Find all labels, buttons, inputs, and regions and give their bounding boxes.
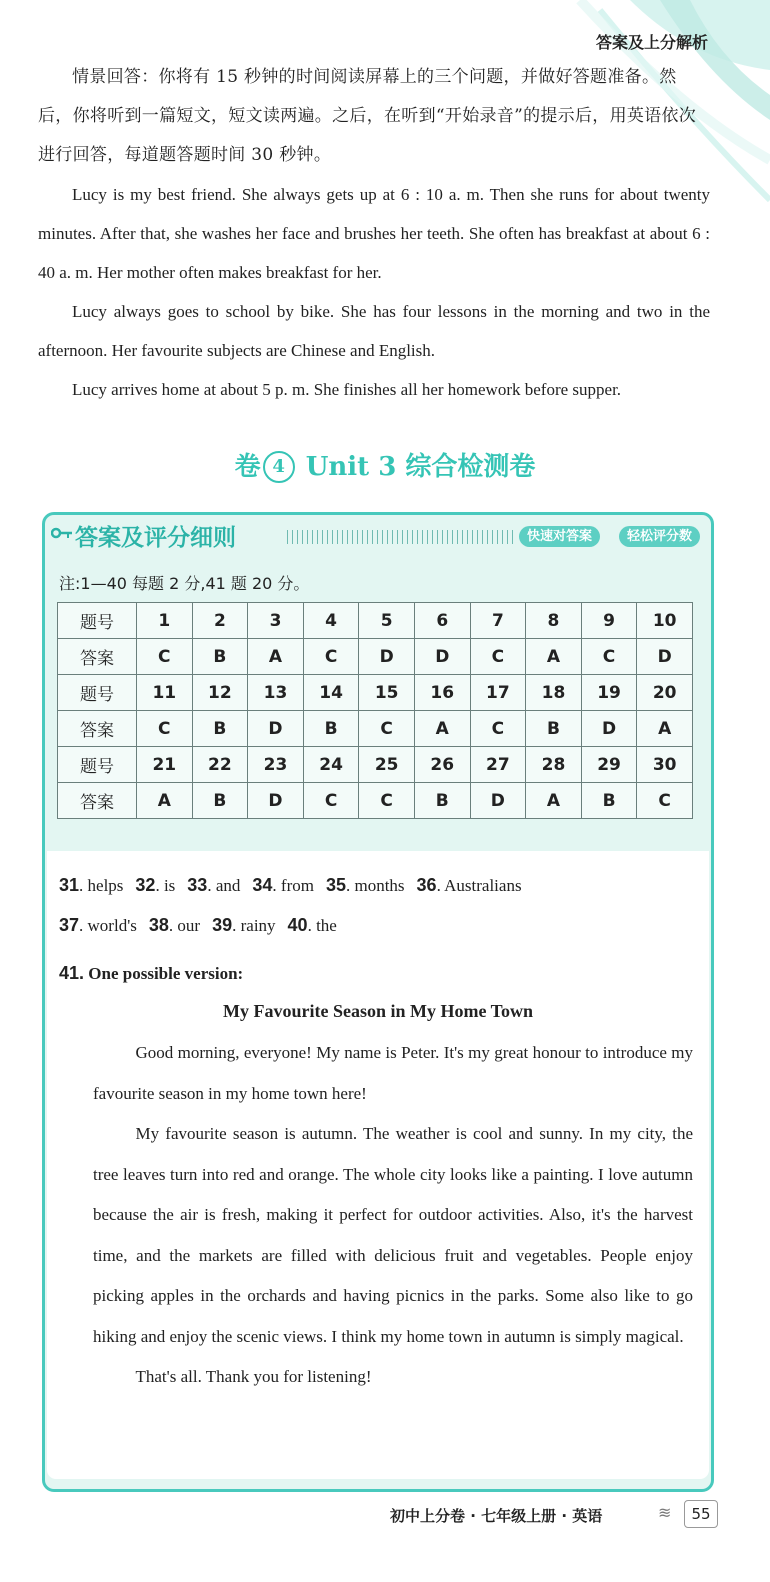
question-number-cell: 22 (192, 747, 248, 783)
question-number-cell: 15 (359, 675, 415, 711)
fill-answer (212, 916, 275, 935)
question-number-cell: 14 (303, 675, 359, 711)
question-number: 33 (187, 875, 208, 895)
answer-cell: B (526, 711, 582, 747)
answer-cell: A (414, 711, 470, 747)
question-number-row (58, 675, 693, 711)
question-number-cell: 20 (637, 675, 693, 711)
section-title (0, 446, 770, 483)
answer-cell: D (414, 639, 470, 675)
row-label: 答案 (58, 711, 137, 747)
fill-answer (187, 876, 240, 895)
question-number: 37 (59, 915, 80, 935)
question-number-cell: 3 (248, 603, 304, 639)
answer-row (58, 639, 693, 675)
fill-answers-row (59, 875, 534, 896)
fill-answer (252, 876, 314, 895)
wave-icon: ≋ (658, 1503, 672, 1522)
essay-title: My Favourite Season in My Home Town (222, 1001, 533, 1021)
answer-box (42, 512, 714, 1492)
answer-word: . and (207, 876, 241, 895)
essay-paragraph: My favourite season is autumn. The weather is cool and sunny. In my city, the tree leaves turn into red and orange. The whole city looks like a painting. I love autumn because the air is fresh, making it perfect for outdoor activities. Also, it's the harvest time, and the markets are filled with delicious fruit and vegetables. People enjoy picking apples in the orchards and having picnics in the parks. Some also like to go hiking and enjoy the scenic views. I think my home town in autumn is simply magical. (93, 1124, 693, 1346)
question-number-cell: 2 (192, 603, 248, 639)
question-number-cell: 25 (359, 747, 415, 783)
question-number-cell: 4 (303, 603, 359, 639)
answer-word: . our (168, 916, 201, 935)
tick-divider (287, 530, 515, 544)
question-number-cell: 7 (470, 603, 526, 639)
scoring-note: 注:1—40 每题 2 分,41 题 20 分。 (59, 574, 310, 593)
essay-paragraph: That's all. Thank you for listening! (135, 1367, 372, 1386)
answer-cell: C (303, 783, 359, 819)
answer-cell: D (248, 711, 304, 747)
question-number: 35 (325, 875, 346, 895)
answer-cell: C (359, 711, 415, 747)
answer-cell: B (192, 711, 248, 747)
answer-cell: C (359, 783, 415, 819)
question-number-cell: 28 (526, 747, 582, 783)
answer-cell: B (581, 783, 637, 819)
question-number-cell: 8 (526, 603, 582, 639)
question-number-cell: 30 (637, 747, 693, 783)
fill-answer (288, 916, 337, 935)
row-label: 题号 (58, 675, 137, 711)
script-paragraph: Lucy always goes to school by bike. She has four lessons in the morning and two in the afternoon. Her favourite subjects are Chinese and English. (38, 302, 710, 360)
answer-cell: A (248, 639, 304, 675)
question-number-row (58, 603, 693, 639)
essay-body (93, 1033, 693, 1398)
answer-cell: A (637, 711, 693, 747)
answer-cell: B (414, 783, 470, 819)
answer-cell: A (526, 639, 582, 675)
row-label: 题号 (58, 747, 137, 783)
listening-script (38, 58, 710, 409)
question-number-cell: 13 (248, 675, 304, 711)
question-number-cell: 18 (526, 675, 582, 711)
easy-score-tag: 轻松评分数 (619, 526, 700, 547)
answer-cell: C (581, 639, 637, 675)
answer-cell: B (192, 783, 248, 819)
question-number: 40 (287, 915, 308, 935)
answer-cell: C (637, 783, 693, 819)
answer-word: . is (155, 876, 176, 895)
answer-cell: D (359, 639, 415, 675)
answer-cell: D (637, 639, 693, 675)
fill-answer (326, 876, 405, 895)
question-number: 38 (148, 915, 169, 935)
answer-word: . from (272, 876, 314, 895)
answer-cell: C (470, 711, 526, 747)
row-label: 答案 (58, 783, 137, 819)
question-number: 39 (212, 915, 233, 935)
question-number: 36 (416, 875, 437, 895)
answer-cell: A (526, 783, 582, 819)
question-number-cell: 24 (303, 747, 359, 783)
essay-paragraph: Good morning, everyone! My name is Peter. It's my great honour to introduce my favourite season in my home town here! (93, 1043, 693, 1103)
answer-word: . helps (79, 876, 124, 895)
question-number-cell: 17 (470, 675, 526, 711)
essay-label: 41. One possible version: (59, 963, 244, 983)
answer-word: . Australians (436, 876, 522, 895)
fill-answer (149, 916, 200, 935)
answer-word: . rainy (232, 916, 276, 935)
question-number-row (58, 747, 693, 783)
answer-word: . months (345, 876, 405, 895)
script-paragraph: Lucy arrives home at about 5 p. m. She finishes all her homework before supper. (72, 380, 622, 399)
question-number: 31 (59, 875, 80, 895)
answer-details (47, 851, 709, 1479)
answer-cell: C (303, 639, 359, 675)
question-number: 41 (59, 963, 80, 983)
fill-answer (59, 876, 123, 895)
fill-answer (59, 916, 137, 935)
row-label: 答案 (58, 639, 137, 675)
question-number-cell: 29 (581, 747, 637, 783)
page-header: 答案及上分解析 (595, 33, 708, 52)
footer-text: 初中上分卷 · 七年级上册 · 英语 (390, 1507, 603, 1525)
question-number-cell: 5 (359, 603, 415, 639)
section-number: 4 (263, 451, 295, 483)
fill-answer (417, 876, 522, 895)
script-paragraph: Lucy is my best friend. She always gets up at 6 : 10 a. m. Then she runs for about twenty minutes. After that, she washes her face and brushes her teeth. She often has breakfast at about 6 : 40 a. m. Her mother often makes breakfast for her. (38, 185, 710, 282)
key-icon (51, 525, 73, 539)
answer-cell: C (137, 639, 193, 675)
essay-label-text: One possible version: (88, 964, 244, 983)
answer-cell: C (137, 711, 193, 747)
page-number: 55 (684, 1500, 718, 1528)
section-name: Unit 3 综合检测卷 (305, 452, 536, 482)
question-number: 32 (135, 875, 156, 895)
question-number-cell: 19 (581, 675, 637, 711)
question-number-cell: 10 (637, 603, 693, 639)
section-prefix: 卷 (234, 452, 261, 482)
question-number-cell: 11 (137, 675, 193, 711)
row-label: 题号 (58, 603, 137, 639)
answer-box-title: 答案及评分细则 (75, 525, 236, 551)
question-number: 34 (252, 875, 273, 895)
answer-box-header (45, 515, 711, 555)
answer-cell: D (470, 783, 526, 819)
question-number-cell: 23 (248, 747, 304, 783)
question-number-cell: 21 (137, 747, 193, 783)
instructions-text: 情景回答：你将有 15 秒钟的时间阅读屏幕上的三个问题，并做好答题准备。然后，你将听到一篇短文，短文读两遍。之后，在听到“开始录音”的提示后，用英语依次进行回答，每道题答题时间 30 秒钟。 (38, 67, 697, 165)
answer-word: . world's (79, 916, 137, 935)
question-number-cell: 9 (581, 603, 637, 639)
answer-cell: C (470, 639, 526, 675)
question-number-cell: 6 (414, 603, 470, 639)
quick-check-tag: 快速对答案 (519, 526, 600, 547)
answer-cell: B (303, 711, 359, 747)
answer-row (58, 711, 693, 747)
answer-cell: A (137, 783, 193, 819)
question-number-cell: 27 (470, 747, 526, 783)
answer-cell: D (248, 783, 304, 819)
question-number-cell: 1 (137, 603, 193, 639)
fill-answer (135, 876, 175, 895)
answer-word: . the (307, 916, 337, 935)
question-number-cell: 12 (192, 675, 248, 711)
answer-table (57, 602, 693, 819)
fill-answers-row (59, 915, 349, 936)
answer-row (58, 783, 693, 819)
answer-cell: B (192, 639, 248, 675)
question-number-cell: 16 (414, 675, 470, 711)
answer-cell: D (581, 711, 637, 747)
question-number-cell: 26 (414, 747, 470, 783)
